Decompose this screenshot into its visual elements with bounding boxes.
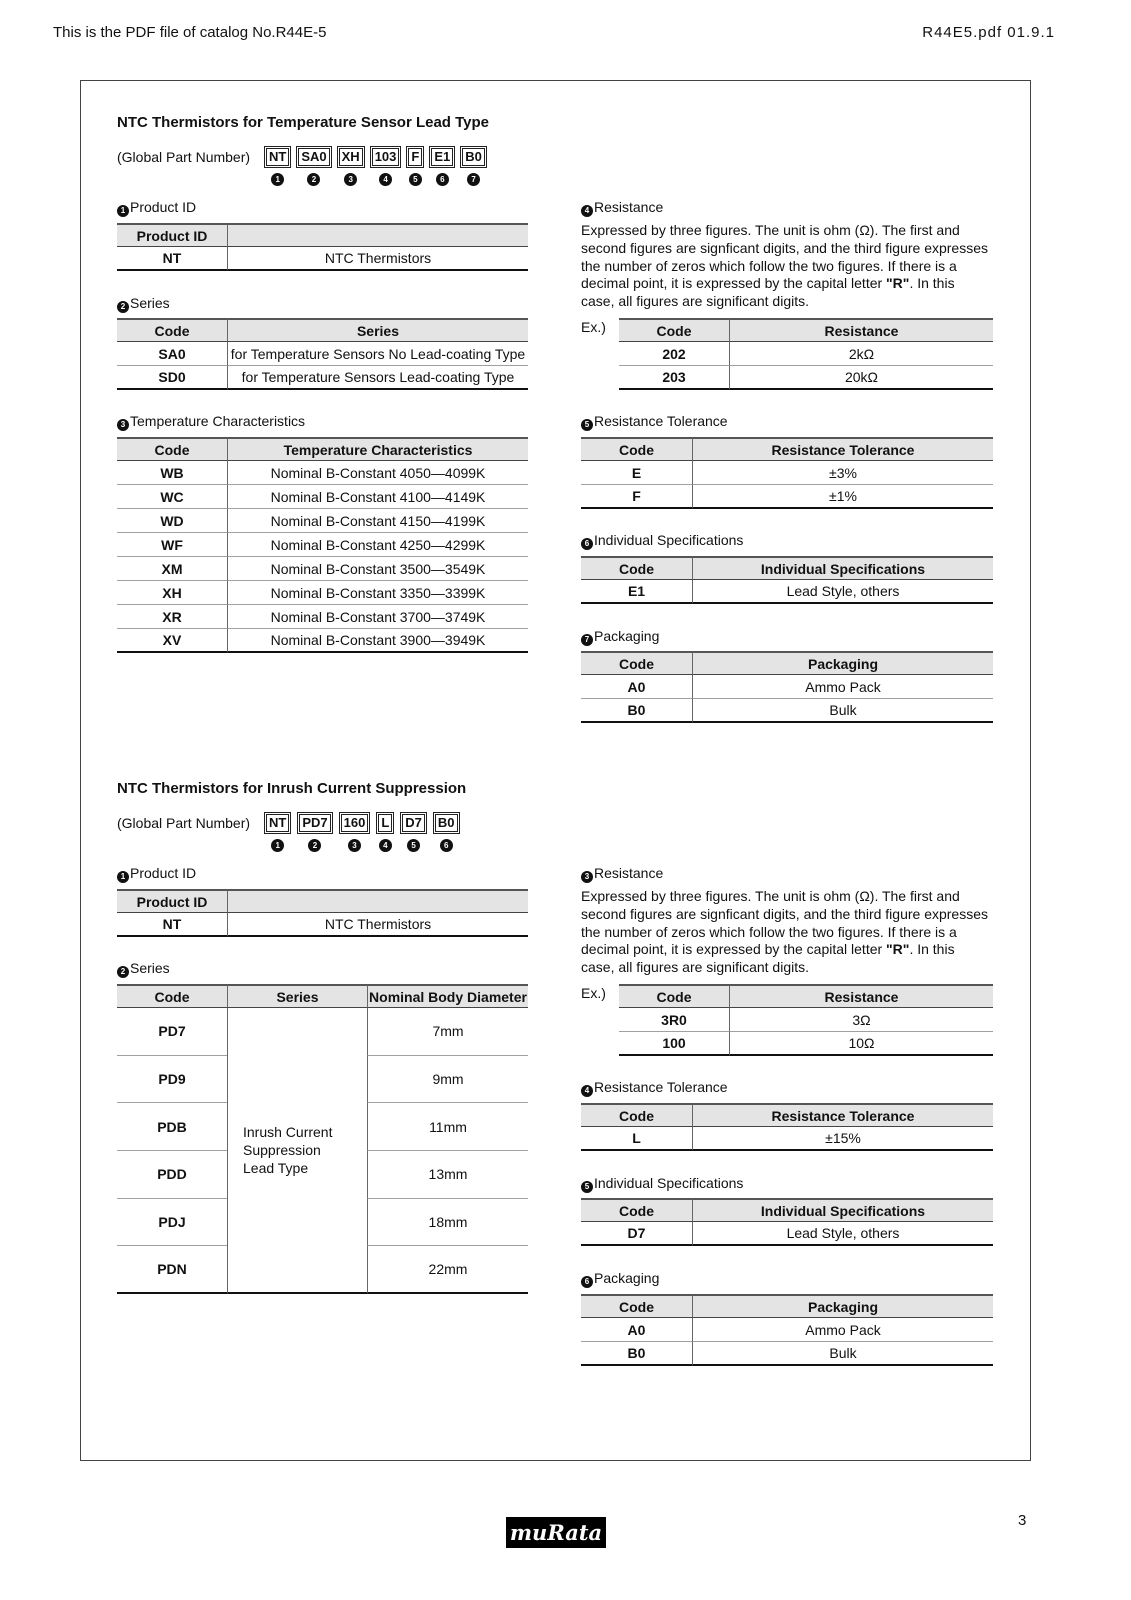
part-code-box: E1 [429, 146, 455, 168]
section-label-text: Resistance [594, 865, 664, 881]
code-cell: F [581, 485, 692, 509]
code-cell: XM [117, 557, 227, 581]
description-bold-letter: "R" [886, 941, 910, 958]
file-version: R44E5.pdf 01.9.1 [922, 24, 1055, 41]
position-marker: 1 [271, 173, 284, 186]
position-marker: 3 [348, 839, 361, 852]
part-code-box: PD7 [297, 812, 332, 834]
table-cell: Nominal B-Constant 4150—4199K [227, 509, 528, 533]
diameter-cell: 22mm [367, 1246, 528, 1294]
column-header: Resistance [729, 318, 993, 342]
section-label-text: Product ID [130, 199, 197, 215]
section-label-product-id [117, 864, 196, 883]
description-line [581, 275, 988, 293]
description-line: second figures are signficant digits, and the third figure expresses [581, 239, 989, 256]
diameter-cell: 7mm [367, 1008, 528, 1056]
table-cell: NTC Thermistors [227, 913, 528, 937]
part-code-box: F [406, 146, 424, 168]
code-cell: A0 [581, 675, 692, 699]
position-marker: 4 [379, 839, 392, 852]
catalog-note: This is the PDF file of catalog No.R44E-5 [53, 24, 327, 41]
resistance-description [581, 222, 988, 311]
part-number-segment [429, 146, 455, 186]
diameter-cell: 18mm [367, 1199, 528, 1247]
part-code-box: L [376, 812, 394, 834]
part-code-box: D7 [400, 812, 427, 834]
section-label-product-id [117, 198, 196, 217]
code-cell: L [581, 1127, 692, 1151]
table-cell: Bulk [692, 699, 993, 723]
step-number-marker: 1 [117, 205, 129, 217]
step-number-marker: 2 [117, 966, 129, 978]
individual-specifications-table [581, 556, 993, 604]
section-label-individual-specs [581, 531, 743, 550]
column-header: Nominal Body Diameter [367, 984, 528, 1008]
page-number: 3 [1018, 1512, 1027, 1529]
resistance-tolerance-table [581, 437, 993, 509]
part-code-box: B0 [460, 146, 487, 168]
part-code-box: NT [264, 812, 291, 834]
diameter-cell: 13mm [367, 1151, 528, 1199]
code-cell: PDB [117, 1103, 227, 1151]
step-number-marker: 3 [581, 871, 593, 883]
description-text: . In this [909, 275, 955, 292]
code-cell: E [581, 461, 692, 485]
description-bold-letter: "R" [886, 275, 910, 292]
position-marker: 5 [409, 173, 422, 186]
part-code-box: NT [264, 146, 291, 168]
code-cell: XH [117, 581, 227, 605]
step-number-marker: 4 [581, 1085, 593, 1097]
code-cell: 203 [619, 366, 729, 390]
step-number-marker: 2 [117, 301, 129, 313]
diameter-cell: 11mm [367, 1103, 528, 1151]
position-marker: 3 [344, 173, 357, 186]
section-label-packaging [581, 627, 659, 646]
series-table [117, 318, 528, 390]
code-cell: PDD [117, 1151, 227, 1199]
code-cell: PDJ [117, 1199, 227, 1247]
temperature-characteristics-table [117, 437, 528, 653]
global-part-number [264, 812, 460, 852]
part-code-box: SA0 [296, 146, 331, 168]
code-cell: PDN [117, 1246, 227, 1294]
section-label-tolerance [581, 412, 728, 431]
section-label-temperature [117, 412, 305, 431]
table-cell: for Temperature Sensors No Lead-coating Type [227, 342, 528, 366]
description-line: Expressed by three figures. The unit is ohm (Ω). The first and [581, 222, 960, 238]
part-number-segment [400, 812, 427, 852]
position-marker: 2 [307, 173, 320, 186]
section-title-temperature-sensor: NTC Thermistors for Temperature Sensor Lead Type [117, 114, 490, 131]
column-header: Resistance [729, 984, 993, 1008]
position-marker: 5 [407, 839, 420, 852]
code-cell: SA0 [117, 342, 227, 366]
column-header [227, 889, 528, 913]
step-number-marker: 6 [581, 538, 593, 550]
description-line: case, all figures are significant digits. [581, 293, 809, 309]
resistance-tolerance-table [581, 1103, 993, 1151]
table-cell: Nominal B-Constant 4050—4099K [227, 461, 528, 485]
code-cell: A0 [581, 1318, 692, 1342]
step-number-marker: 5 [581, 1181, 593, 1193]
part-code-box: XH [337, 146, 365, 168]
code-cell: 100 [619, 1032, 729, 1056]
product-id-table [117, 223, 528, 271]
table-cell: 20kΩ [729, 366, 993, 390]
code-cell: B0 [581, 699, 692, 723]
column-header: Code [581, 1198, 692, 1222]
diameter-cell: 9mm [367, 1056, 528, 1104]
part-number-segment [433, 812, 460, 852]
table-cell: Nominal B-Constant 4100—4149K [227, 485, 528, 509]
example-label: Ex.) [581, 985, 606, 1001]
column-header: Packaging [692, 1294, 993, 1318]
part-number-segment [297, 812, 332, 852]
description-text: decimal point, it is expressed by the capital letter [581, 941, 887, 958]
part-number-segment [460, 146, 487, 186]
position-marker: 7 [467, 173, 480, 186]
code-cell: 3R0 [619, 1008, 729, 1032]
description-line: second figures are signficant digits, and the third figure expresses [581, 905, 989, 922]
step-number-marker: 6 [581, 1276, 593, 1288]
packaging-table [581, 651, 993, 723]
code-cell: SD0 [117, 366, 227, 390]
section-label-text: Packaging [594, 628, 660, 644]
section-label-text: Resistance Tolerance [594, 1079, 728, 1095]
code-cell: WB [117, 461, 227, 485]
table-cell: Nominal B-Constant 3900—3949K [227, 629, 528, 653]
code-cell: 202 [619, 342, 729, 366]
table-cell: Ammo Pack [692, 675, 993, 699]
column-header: Code [581, 556, 692, 580]
position-marker: 6 [436, 173, 449, 186]
resistance-description [581, 888, 988, 977]
part-number-segment [264, 146, 291, 186]
column-header: Temperature Characteristics [227, 437, 528, 461]
code-cell: PD9 [117, 1056, 227, 1104]
column-header: Code [117, 437, 227, 461]
table-cell: Nominal B-Constant 3500—3549K [227, 557, 528, 581]
table-cell: Nominal B-Constant 3350—3399K [227, 581, 528, 605]
position-marker: 1 [271, 839, 284, 852]
column-header [227, 223, 528, 247]
column-header: Packaging [692, 651, 993, 675]
table-cell: ±15% [692, 1127, 993, 1151]
table-cell: NTC Thermistors [227, 247, 528, 271]
section-label-resistance [581, 198, 663, 217]
section-label-text: Series [130, 295, 170, 311]
logo-text: muRata [509, 1520, 603, 1545]
section-label-packaging [581, 1269, 659, 1288]
global-part-number [264, 146, 487, 186]
position-marker: 2 [308, 839, 321, 852]
code-cell: NT [117, 913, 227, 937]
step-number-marker: 1 [117, 871, 129, 883]
section-label-text: Series [130, 960, 170, 976]
section-label-tolerance [581, 1078, 728, 1097]
description-line: the number of zeros which follow the two figures. If there is a [581, 923, 957, 940]
column-header: Code [619, 984, 729, 1008]
step-number-marker: 3 [117, 419, 129, 431]
inrush-series-table [117, 984, 528, 1294]
column-header: Code [619, 318, 729, 342]
section-label-text: Resistance [594, 199, 664, 215]
table-cell: ±3% [692, 461, 993, 485]
part-number-segment [339, 812, 371, 852]
table-cell: Nominal B-Constant 3700—3749K [227, 605, 528, 629]
table-cell: 2kΩ [729, 342, 993, 366]
section-label-text: Packaging [594, 1270, 660, 1286]
column-header: Code [117, 984, 227, 1008]
example-label: Ex.) [581, 319, 606, 335]
code-cell: WC [117, 485, 227, 509]
column-header: Individual Specifications [692, 1198, 993, 1222]
code-cell: E1 [581, 580, 692, 604]
section-label-text: Product ID [130, 865, 197, 881]
table-cell: Lead Style, others [692, 1222, 993, 1246]
section-label-text: Individual Specifications [594, 532, 744, 548]
table-cell: 10Ω [729, 1032, 993, 1056]
column-header: Product ID [117, 223, 227, 247]
column-header: Code [117, 318, 227, 342]
part-number-segment [370, 146, 402, 186]
step-number-marker: 4 [581, 205, 593, 217]
code-cell: WD [117, 509, 227, 533]
section-label-resistance [581, 864, 663, 883]
table-cell: ±1% [692, 485, 993, 509]
code-cell: NT [117, 247, 227, 271]
global-part-number-label: (Global Part Number) [117, 815, 251, 831]
code-cell: D7 [581, 1222, 692, 1246]
part-number-segment [264, 812, 291, 852]
description-line [581, 941, 988, 959]
part-number-segment [296, 146, 331, 186]
section-label-series [117, 294, 170, 313]
series-name-cell [227, 1008, 367, 1294]
table-cell: for Temperature Sensors Lead-coating Type [227, 366, 528, 390]
section-label-text: Temperature Characteristics [130, 413, 306, 429]
column-header: Code [581, 437, 692, 461]
individual-specifications-table [581, 1198, 993, 1246]
code-cell: B0 [581, 1342, 692, 1366]
code-cell: XV [117, 629, 227, 653]
description-line: case, all figures are significant digits. [581, 959, 809, 975]
packaging-table [581, 1294, 993, 1366]
description-line: Expressed by three figures. The unit is ohm (Ω). The first and [581, 888, 960, 904]
table-cell: Nominal B-Constant 4250—4299K [227, 533, 528, 557]
product-id-table [117, 889, 528, 937]
resistance-example-table [619, 984, 993, 1056]
section-title-inrush-current: NTC Thermistors for Inrush Current Suppression [117, 780, 467, 797]
section-label-text: Individual Specifications [594, 1175, 744, 1191]
part-number-segment [337, 146, 365, 186]
column-header: Resistance Tolerance [692, 437, 993, 461]
section-label-individual-specs [581, 1174, 743, 1193]
table-cell: 3Ω [729, 1008, 993, 1032]
part-number-segment [406, 146, 424, 186]
code-cell: PD7 [117, 1008, 227, 1056]
part-code-box: 103 [370, 146, 402, 168]
column-header: Code [581, 1103, 692, 1127]
part-number-segment [376, 812, 394, 852]
part-code-box: 160 [339, 812, 371, 834]
position-marker: 4 [379, 173, 392, 186]
column-header: Code [581, 1294, 692, 1318]
step-number-marker: 7 [581, 634, 593, 646]
column-header: Individual Specifications [692, 556, 993, 580]
column-header: Product ID [117, 889, 227, 913]
resistance-example-table [619, 318, 993, 390]
description-text: decimal point, it is expressed by the capital letter [581, 275, 887, 292]
murata-logo [506, 1517, 606, 1548]
step-number-marker: 5 [581, 419, 593, 431]
part-code-box: B0 [433, 812, 460, 834]
series-name-text: Inrush Current Suppression Lead Type [243, 1123, 333, 1176]
table-cell: Lead Style, others [692, 580, 993, 604]
position-marker: 6 [440, 839, 453, 852]
table-cell: Ammo Pack [692, 1318, 993, 1342]
column-header: Resistance Tolerance [692, 1103, 993, 1127]
column-header: Series [227, 318, 528, 342]
column-header: Series [227, 984, 367, 1008]
section-label-series [117, 959, 170, 978]
column-header: Code [581, 651, 692, 675]
code-cell: XR [117, 605, 227, 629]
description-line: the number of zeros which follow the two figures. If there is a [581, 257, 957, 274]
section-label-text: Resistance Tolerance [594, 413, 728, 429]
description-text: . In this [909, 941, 955, 958]
global-part-number-label: (Global Part Number) [117, 149, 251, 165]
table-cell: Bulk [692, 1342, 993, 1366]
code-cell: WF [117, 533, 227, 557]
